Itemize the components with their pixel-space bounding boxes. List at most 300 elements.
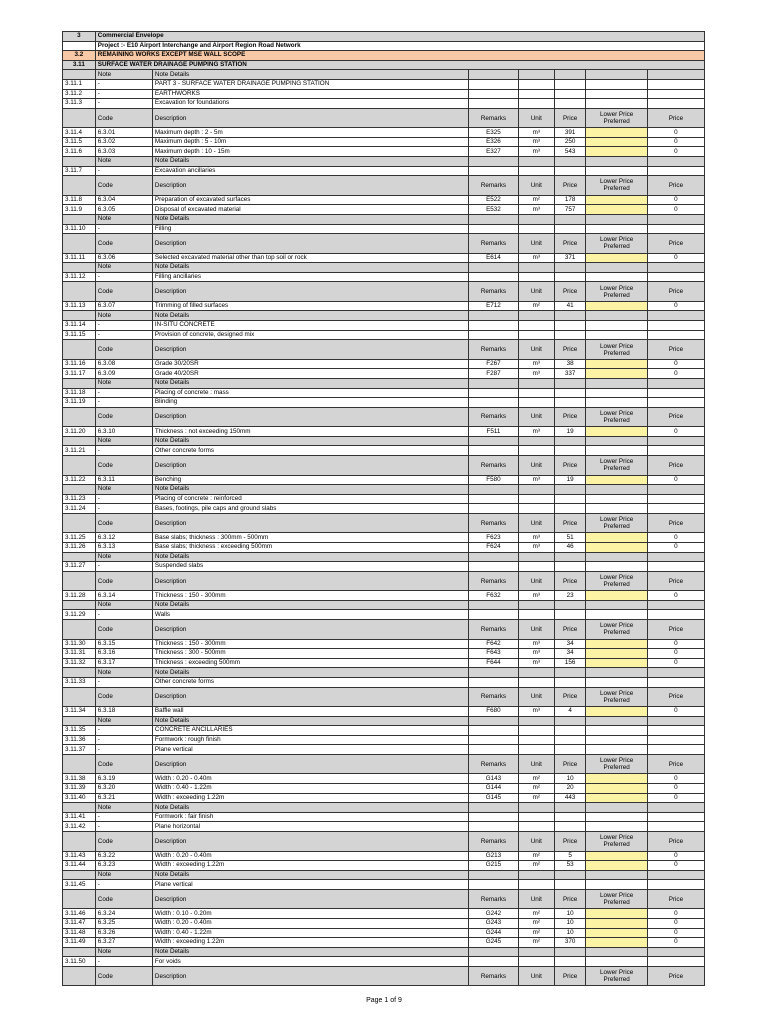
cell-item-number: 3.11.36: [63, 735, 96, 745]
header-description: Description: [152, 456, 468, 476]
cell-lower-price-preferred[interactable]: [586, 388, 647, 398]
section-number: 3.2: [63, 51, 96, 61]
cell-remarks: [469, 214, 519, 224]
cell-price: [647, 504, 704, 514]
cell-price: [647, 726, 704, 736]
column-header-row: [63, 889, 705, 909]
cell-code: -: [95, 398, 152, 408]
header-description: Description: [152, 234, 468, 254]
cell-code: Note: [95, 378, 152, 388]
cell-remarks: [469, 311, 519, 321]
cell-remarks: F580: [469, 475, 519, 485]
cell-lower-price-preferred[interactable]: [586, 938, 647, 948]
cell-unit: [518, 263, 554, 273]
table-row: [63, 205, 705, 215]
cell-remarks: [469, 70, 519, 80]
cell-rate: [554, 726, 586, 736]
cell-code: -: [95, 726, 152, 736]
cell-lower-price-preferred[interactable]: [586, 928, 647, 938]
cell-unit: [518, 321, 554, 331]
cell-unit: m³: [518, 253, 554, 263]
cell-lower-price-preferred[interactable]: [586, 880, 647, 890]
cell-code: 6.3.03: [95, 147, 152, 157]
cell-unit: [518, 70, 554, 80]
cell-rate: [554, 610, 586, 620]
cell-lower-price-preferred[interactable]: [586, 330, 647, 340]
cell-code: 6.3.22: [95, 851, 152, 861]
cell-remarks: G243: [469, 919, 519, 929]
header-lower-price-preferred: Lower Price Preferred: [586, 282, 647, 302]
cell-item-number: 3.11.44: [63, 861, 96, 871]
cell-lower-price-preferred[interactable]: [586, 851, 647, 861]
cell-rate: [554, 398, 586, 408]
cell-remarks: F267: [469, 359, 519, 369]
header-code: Code: [95, 754, 152, 774]
cell-unit: m²: [518, 938, 554, 948]
section-title: Commercial Envelope: [95, 32, 704, 42]
header-lower-price-preferred: Lower Price Preferred: [586, 571, 647, 591]
cell-item-number: 3.11.24: [63, 504, 96, 514]
cell-code: -: [95, 610, 152, 620]
cell-unit: m²: [518, 301, 554, 311]
cell-item-number: 3.11.48: [63, 928, 96, 938]
header-lower-price-preferred: Lower Price Preferred: [586, 889, 647, 909]
cell-lower-price-preferred[interactable]: [586, 745, 647, 755]
cell-unit: [518, 600, 554, 610]
header-item-number: [63, 513, 96, 533]
cell-lower-price-preferred[interactable]: [586, 79, 647, 89]
cell-lower-price-preferred[interactable]: [586, 533, 647, 543]
cell-description: Note Details: [152, 870, 468, 880]
cell-lower-price-preferred[interactable]: [586, 166, 647, 176]
cell-lower-price-preferred[interactable]: [586, 128, 647, 138]
cell-lower-price-preferred[interactable]: [586, 542, 647, 552]
header-item-number: [63, 176, 96, 196]
cell-lower-price-preferred[interactable]: [586, 639, 647, 649]
cell-code: 6.3.18: [95, 707, 152, 717]
cell-price: 0: [647, 649, 704, 659]
cell-rate: [554, 330, 586, 340]
cell-unit: m²: [518, 909, 554, 919]
cell-price: [647, 552, 704, 562]
cell-description: Width : exceeding 1.22m: [152, 861, 468, 871]
header-price: Price: [647, 108, 704, 128]
cell-unit: [518, 89, 554, 99]
cell-unit: [518, 330, 554, 340]
column-header-row: [63, 234, 705, 254]
cell-description: Thickness : not exceeding 150mm: [152, 427, 468, 437]
cell-rate: [554, 79, 586, 89]
cell-code: 6.3.16: [95, 649, 152, 659]
cell-description: Excavation for foundations: [152, 99, 468, 109]
cell-unit: [518, 947, 554, 957]
cell-description: Thickness : exceeding 500mm: [152, 658, 468, 668]
cell-lower-price-preferred[interactable]: [586, 610, 647, 620]
cell-unit: [518, 726, 554, 736]
note-row: [63, 378, 705, 388]
cell-remarks: G245: [469, 938, 519, 948]
cell-price: 0: [647, 784, 704, 794]
table-row: [63, 919, 705, 929]
cell-rate: [554, 812, 586, 822]
header-description: Description: [152, 620, 468, 640]
cell-item-number: [63, 803, 96, 813]
cell-price: 0: [647, 909, 704, 919]
cell-code: -: [95, 812, 152, 822]
cell-rate: 156: [554, 658, 586, 668]
header-item-number: [63, 282, 96, 302]
header-lower-price-preferred: Lower Price Preferred: [586, 966, 647, 986]
cell-price: [647, 398, 704, 408]
cell-price: 0: [647, 938, 704, 948]
cell-lower-price-preferred[interactable]: [586, 957, 647, 967]
cell-description: Grade 40/20SR: [152, 369, 468, 379]
cell-price: [647, 321, 704, 331]
cell-remarks: [469, 716, 519, 726]
header-item-number: [63, 108, 96, 128]
cell-remarks: F511: [469, 427, 519, 437]
cell-lower-price-preferred[interactable]: [586, 99, 647, 109]
cell-item-number: 3.11.22: [63, 475, 96, 485]
cell-lower-price-preferred[interactable]: [586, 224, 647, 234]
header-price: Price: [647, 340, 704, 360]
cell-remarks: [469, 726, 519, 736]
header-code: Code: [95, 407, 152, 427]
cell-description: Note Details: [152, 716, 468, 726]
cell-unit: [518, 562, 554, 572]
note-row: [63, 70, 705, 80]
cell-item-number: [63, 600, 96, 610]
header-description: Description: [152, 571, 468, 591]
header-code: Code: [95, 176, 152, 196]
cell-description: Baffle wall: [152, 707, 468, 717]
cell-description: Base slabs; thickness : 300mm - 500mm: [152, 533, 468, 543]
cell-description: Note Details: [152, 485, 468, 495]
cell-item-number: 3.11.42: [63, 822, 96, 832]
cell-description: Note Details: [152, 263, 468, 273]
cell-rate: [554, 272, 586, 282]
cell-price: [647, 947, 704, 957]
cell-description: Suspended slabs: [152, 562, 468, 572]
cell-remarks: [469, 552, 519, 562]
cell-lower-price-preferred: [586, 668, 647, 678]
cell-lower-price-preferred[interactable]: [586, 677, 647, 687]
cell-unit: m²: [518, 195, 554, 205]
cell-lower-price-preferred[interactable]: [586, 272, 647, 282]
cell-item-number: [63, 716, 96, 726]
cell-code: -: [95, 494, 152, 504]
cell-description: Other concrete forms: [152, 446, 468, 456]
table-row: [63, 301, 705, 311]
cell-remarks: [469, 812, 519, 822]
column-header-row: [63, 176, 705, 196]
cell-lower-price-preferred[interactable]: [586, 137, 647, 147]
cell-lower-price-preferred[interactable]: [586, 359, 647, 369]
header-item-number: [63, 407, 96, 427]
cell-remarks: [469, 494, 519, 504]
cell-rate: 51: [554, 533, 586, 543]
table-row: [63, 475, 705, 485]
cell-description: Trimming of filled surfaces: [152, 301, 468, 311]
cell-lower-price-preferred[interactable]: [586, 504, 647, 514]
header-rate: Price: [554, 571, 586, 591]
cell-item-number: 3.11.13: [63, 301, 96, 311]
cell-rate: [554, 803, 586, 813]
cell-lower-price-preferred[interactable]: [586, 301, 647, 311]
cell-item-number: 3.11.15: [63, 330, 96, 340]
cell-remarks: G143: [469, 774, 519, 784]
cell-code: Note: [95, 668, 152, 678]
cell-price: [647, 446, 704, 456]
cell-lower-price-preferred[interactable]: [586, 774, 647, 784]
header-price: Price: [647, 234, 704, 254]
cell-item-number: 3.11.33: [63, 677, 96, 687]
cell-code: -: [95, 880, 152, 890]
cell-price: [647, 214, 704, 224]
header-code: Code: [95, 282, 152, 302]
cell-code: -: [95, 89, 152, 99]
cell-remarks: [469, 947, 519, 957]
cell-remarks: [469, 610, 519, 620]
section-number: [63, 41, 96, 51]
cell-code: 6.3.14: [95, 591, 152, 601]
header-remarks: Remarks: [469, 687, 519, 707]
header-description: Description: [152, 889, 468, 909]
cell-description: Maximum depth : 10 - 15m: [152, 147, 468, 157]
column-header-row: [63, 513, 705, 533]
cell-unit: [518, 272, 554, 282]
table-row: [63, 707, 705, 717]
header-rate: Price: [554, 108, 586, 128]
header-item-number: [63, 456, 96, 476]
cell-remarks: G145: [469, 793, 519, 803]
note-row: [63, 485, 705, 495]
cell-lower-price-preferred[interactable]: [586, 812, 647, 822]
cell-rate: [554, 870, 586, 880]
cell-lower-price-preferred[interactable]: [586, 446, 647, 456]
header-price: Price: [647, 687, 704, 707]
cell-item-number: 3.11.17: [63, 369, 96, 379]
cell-unit: [518, 446, 554, 456]
header-item-number: [63, 234, 96, 254]
header-unit: Unit: [518, 176, 554, 196]
cell-lower-price-preferred[interactable]: [586, 822, 647, 832]
note-row: [63, 668, 705, 678]
header-remarks: Remarks: [469, 571, 519, 591]
cell-code: 6.3.13: [95, 542, 152, 552]
cell-lower-price-preferred[interactable]: [586, 591, 647, 601]
cell-description: Benching: [152, 475, 468, 485]
cell-rate: [554, 716, 586, 726]
header-remarks: Remarks: [469, 407, 519, 427]
cell-price: [647, 70, 704, 80]
cell-code: Note: [95, 716, 152, 726]
cell-unit: [518, 388, 554, 398]
cell-remarks: F624: [469, 542, 519, 552]
cell-lower-price-preferred[interactable]: [586, 726, 647, 736]
cell-lower-price-preferred[interactable]: [586, 793, 647, 803]
header-rate: Price: [554, 456, 586, 476]
cell-description: Note Details: [152, 436, 468, 446]
header-description: Description: [152, 832, 468, 852]
table-row: [63, 166, 705, 176]
cell-code: 6.3.21: [95, 793, 152, 803]
header-price: Price: [647, 513, 704, 533]
cell-code: 6.3.08: [95, 359, 152, 369]
cell-remarks: [469, 263, 519, 273]
table-row: [63, 446, 705, 456]
cell-remarks: [469, 330, 519, 340]
cell-description: Other concrete forms: [152, 677, 468, 687]
cell-lower-price-preferred[interactable]: [586, 398, 647, 408]
cell-remarks: F643: [469, 649, 519, 659]
cell-item-number: [63, 263, 96, 273]
cell-remarks: [469, 388, 519, 398]
cell-code: 6.3.17: [95, 658, 152, 668]
cell-lower-price-preferred: [586, 600, 647, 610]
cell-unit: [518, 812, 554, 822]
cell-remarks: F623: [469, 533, 519, 543]
cell-lower-price-preferred[interactable]: [586, 562, 647, 572]
column-header-row: [63, 966, 705, 986]
cell-rate: [554, 89, 586, 99]
cell-price: 0: [647, 195, 704, 205]
cell-code: 6.3.05: [95, 205, 152, 215]
cell-lower-price-preferred[interactable]: [586, 321, 647, 331]
cell-lower-price-preferred[interactable]: [586, 707, 647, 717]
cell-remarks: [469, 735, 519, 745]
cell-lower-price-preferred[interactable]: [586, 475, 647, 485]
cell-description: Note Details: [152, 70, 468, 80]
header-code: Code: [95, 889, 152, 909]
header-unit: Unit: [518, 620, 554, 640]
cell-unit: m³: [518, 533, 554, 543]
cell-price: [647, 378, 704, 388]
cell-lower-price-preferred[interactable]: [586, 147, 647, 157]
table-row: [63, 542, 705, 552]
header-lower-price-preferred: Lower Price Preferred: [586, 456, 647, 476]
table-row: [63, 330, 705, 340]
project-row: [63, 41, 705, 51]
cell-description: Disposal of excavated material: [152, 205, 468, 215]
table-row: [63, 774, 705, 784]
cell-description: Placing of concrete : mass: [152, 388, 468, 398]
cell-lower-price-preferred[interactable]: [586, 735, 647, 745]
table-row: [63, 812, 705, 822]
cell-lower-price-preferred[interactable]: [586, 658, 647, 668]
cell-lower-price-preferred[interactable]: [586, 427, 647, 437]
cell-lower-price-preferred[interactable]: [586, 89, 647, 99]
cell-description: Thickness : 300 - 500mm: [152, 649, 468, 659]
cell-lower-price-preferred[interactable]: [586, 909, 647, 919]
cell-price: [647, 79, 704, 89]
cell-lower-price-preferred[interactable]: [586, 919, 647, 929]
cell-description: Blinding: [152, 398, 468, 408]
cell-lower-price-preferred[interactable]: [586, 784, 647, 794]
cell-code: -: [95, 735, 152, 745]
table-row: [63, 272, 705, 282]
cell-description: Formwork : rough finish: [152, 735, 468, 745]
cell-rate: [554, 388, 586, 398]
cell-lower-price-preferred[interactable]: [586, 649, 647, 659]
cell-item-number: 3.11.40: [63, 793, 96, 803]
cell-price: 0: [647, 137, 704, 147]
cell-remarks: [469, 880, 519, 890]
cell-lower-price-preferred[interactable]: [586, 205, 647, 215]
cell-remarks: E522: [469, 195, 519, 205]
cell-description: Formwork : fair finish: [152, 812, 468, 822]
cell-description: Width : 0.20 - 0.40m: [152, 919, 468, 929]
header-code: Code: [95, 513, 152, 533]
cell-rate: [554, 822, 586, 832]
section-number: 3: [63, 32, 96, 42]
cell-code: -: [95, 224, 152, 234]
page-footer: [0, 997, 768, 1004]
cell-code: 6.3.26: [95, 928, 152, 938]
cell-item-number: 3.11.1: [63, 79, 96, 89]
cell-code: Note: [95, 947, 152, 957]
cell-rate: [554, 99, 586, 109]
cell-item-number: 3.11.6: [63, 147, 96, 157]
cell-lower-price-preferred: [586, 70, 647, 80]
cell-remarks: E614: [469, 253, 519, 263]
cell-description: Placing of concrete : reinforced: [152, 494, 468, 504]
cell-remarks: [469, 272, 519, 282]
cell-unit: [518, 157, 554, 167]
cell-item-number: 3.11.30: [63, 639, 96, 649]
cell-lower-price-preferred[interactable]: [586, 253, 647, 263]
cell-rate: [554, 735, 586, 745]
header-remarks: Remarks: [469, 282, 519, 302]
header-description: Description: [152, 282, 468, 302]
cell-code: Note: [95, 600, 152, 610]
cell-price: 0: [647, 427, 704, 437]
cell-code: Note: [95, 157, 152, 167]
cell-rate: [554, 745, 586, 755]
cell-description: Note Details: [152, 157, 468, 167]
cell-code: -: [95, 166, 152, 176]
note-row: [63, 552, 705, 562]
header-item-number: [63, 620, 96, 640]
cell-lower-price-preferred[interactable]: [586, 195, 647, 205]
scope-row: [63, 51, 705, 61]
header-code: Code: [95, 571, 152, 591]
cell-lower-price-preferred: [586, 716, 647, 726]
section-number: 3.11: [63, 60, 96, 70]
cell-description: Provision of concrete, designed mix: [152, 330, 468, 340]
cell-price: [647, 263, 704, 273]
header-lower-price-preferred: Lower Price Preferred: [586, 407, 647, 427]
cell-unit: m²: [518, 774, 554, 784]
cell-price: [647, 311, 704, 321]
cell-lower-price-preferred[interactable]: [586, 369, 647, 379]
cell-item-number: 3.11.16: [63, 359, 96, 369]
cell-item-number: 3.11.14: [63, 321, 96, 331]
header-description: Description: [152, 754, 468, 774]
cell-lower-price-preferred[interactable]: [586, 861, 647, 871]
cell-item-number: 3.11.37: [63, 745, 96, 755]
cell-code: Note: [95, 485, 152, 495]
cell-remarks: [469, 79, 519, 89]
cell-lower-price-preferred[interactable]: [586, 494, 647, 504]
header-remarks: Remarks: [469, 108, 519, 128]
note-row: [63, 870, 705, 880]
column-header-row: [63, 282, 705, 302]
cell-unit: [518, 485, 554, 495]
cell-item-number: [63, 870, 96, 880]
cell-description: Note Details: [152, 214, 468, 224]
cell-item-number: 3.11.25: [63, 533, 96, 543]
